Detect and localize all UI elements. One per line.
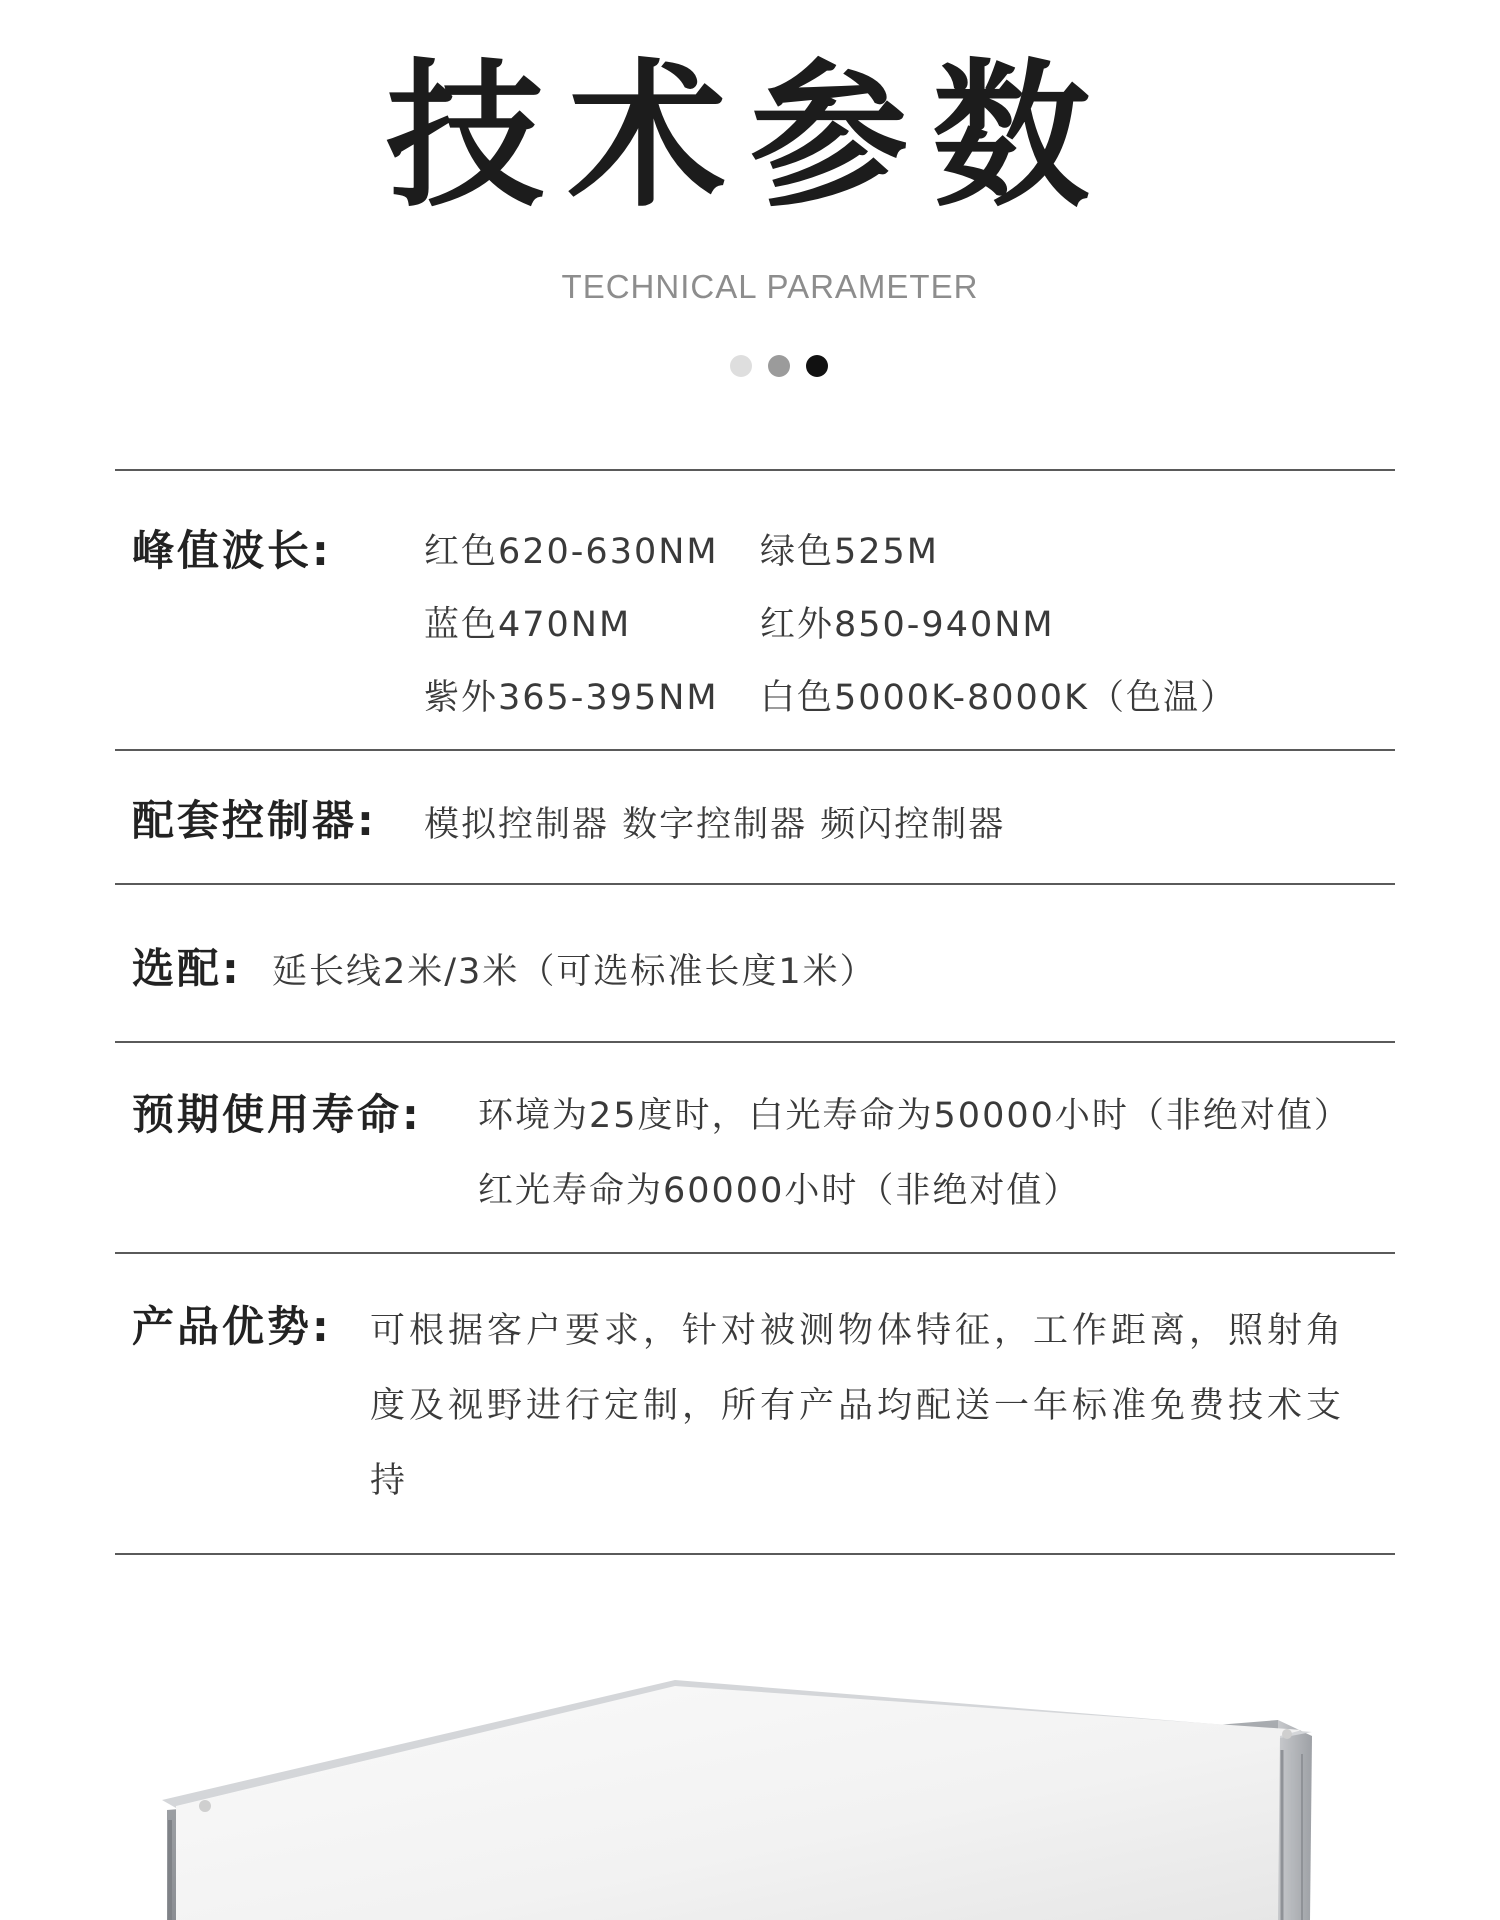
dot-dark xyxy=(806,355,828,377)
product-photo xyxy=(0,1560,1500,1920)
divider xyxy=(115,749,1395,751)
dot-mid xyxy=(768,355,790,377)
divider xyxy=(115,469,1395,471)
lifespan-line-2: 红光寿命为60000小时（非绝对值） xyxy=(478,1171,1081,1211)
divider xyxy=(115,883,1395,885)
dot-indicator xyxy=(730,355,828,377)
wavelength-infrared: 红外850-940NM xyxy=(760,605,1055,645)
wavelength-blue: 蓝色470NM xyxy=(424,605,632,645)
divider xyxy=(115,1252,1395,1254)
wavelength-green: 绿色525M xyxy=(760,532,940,572)
divider xyxy=(115,1553,1395,1555)
wavelength-red: 红色620-630NM xyxy=(424,532,719,572)
lifespan-line-1: 环境为25度时，白光寿命为50000小时（非绝对值） xyxy=(478,1096,1351,1136)
page-subtitle: TECHNICAL PARAMETER xyxy=(561,268,979,305)
lifespan-label: 预期使用寿命: xyxy=(132,1090,422,1139)
optional-value: 延长线2米/3米（可选标准长度1米） xyxy=(272,952,877,992)
divider xyxy=(115,1041,1395,1043)
page-title: 技术参数 xyxy=(386,45,1114,229)
controller-value: 模拟控制器 数字控制器 频闪控制器 xyxy=(424,805,1006,845)
wavelength-label: 峰值波长: xyxy=(132,526,332,575)
advantage-line-3: 持 xyxy=(370,1461,408,1501)
dot-light xyxy=(730,355,752,377)
optional-label: 选配: xyxy=(132,944,242,993)
wavelength-white: 白色5000K-8000K（色温） xyxy=(760,678,1238,718)
wavelength-uv: 紫外365-395NM xyxy=(424,678,719,718)
advantage-label: 产品优势: xyxy=(132,1302,332,1351)
advantage-line-1: 可根据客户要求，针对被测物体特征，工作距离，照射角 xyxy=(370,1311,1346,1351)
controller-label: 配套控制器: xyxy=(132,796,377,845)
advantage-line-2: 度及视野进行定制，所有产品均配送一年标准免费技术支 xyxy=(370,1386,1346,1426)
